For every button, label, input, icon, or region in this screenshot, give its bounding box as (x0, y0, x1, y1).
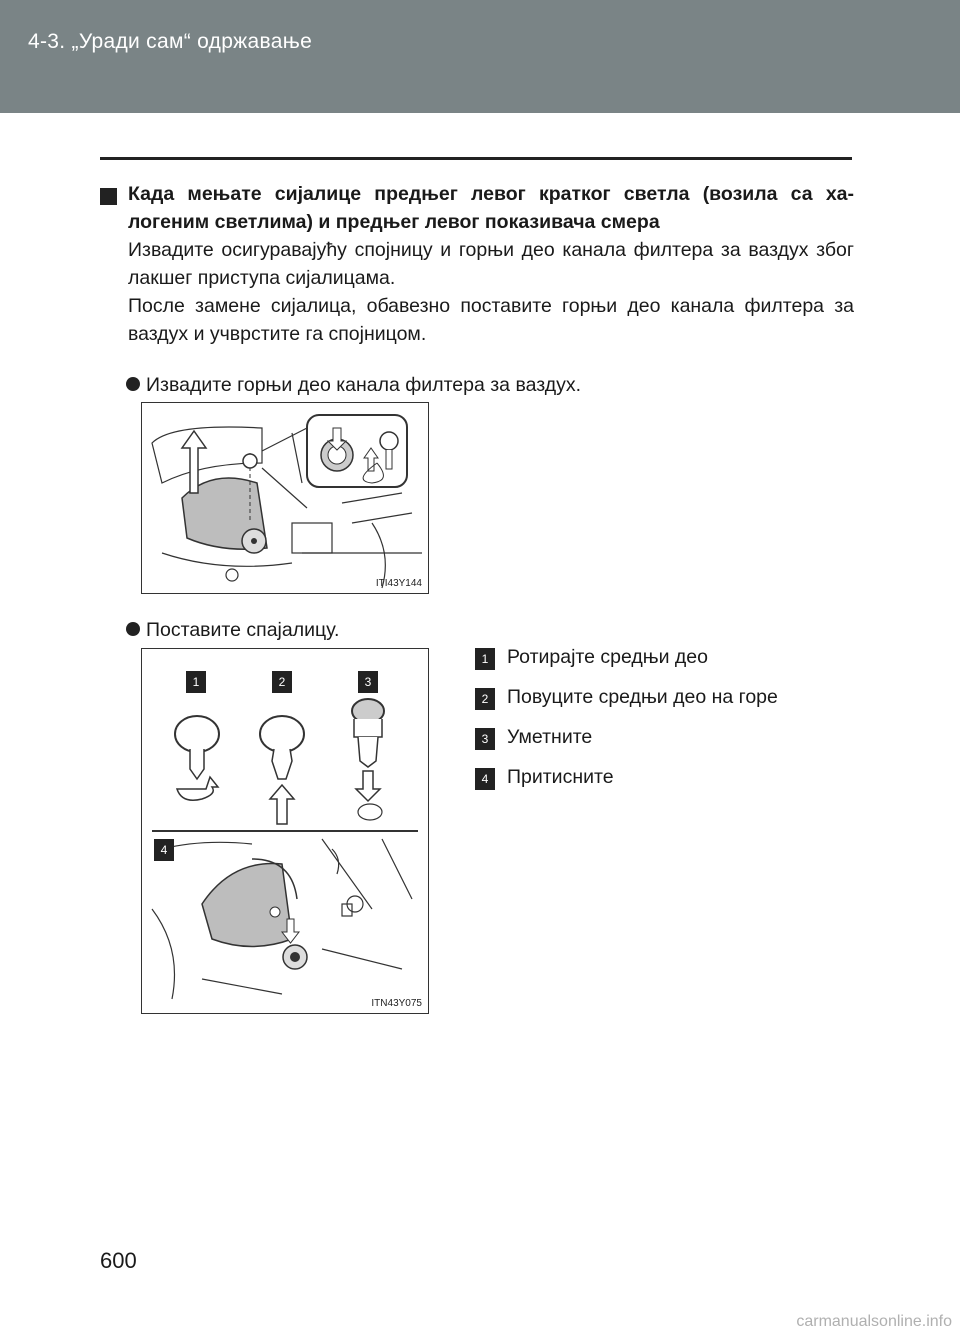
legend-number: 2 (475, 688, 495, 710)
figure-label-2: 2 (272, 671, 292, 693)
chapter-title: 4-3. „Уради сам“ одржавање (28, 30, 313, 53)
section-title: Када мењате сијалице предњег левог кратког светла (возила са ха-логеним светлима) и предњег левог показивача смера (128, 183, 854, 233)
figure-install-clip (141, 648, 429, 1014)
step-bullet-2 (126, 617, 339, 643)
clip-install-illustration (142, 649, 428, 1013)
step-bullet-1 (126, 372, 581, 398)
legend-text: Повуците средњи део на горе (507, 686, 778, 708)
legend-number: 3 (475, 728, 495, 750)
watermark: carmanualsonline.info (796, 1313, 952, 1330)
legend-number: 4 (475, 768, 495, 790)
figure-remove-duct (141, 402, 429, 594)
figure-label-3: 3 (358, 671, 378, 693)
step-2-text: Поставите спајалицу. (146, 619, 340, 641)
page-number: 600 (100, 1248, 137, 1273)
bullet-dot-icon (126, 377, 140, 391)
figure-code-2: ITN43Y075 (371, 998, 422, 1009)
section-square-marker (100, 188, 117, 205)
step-1-text: Извадите горњи део канала филтера за ваздух. (146, 374, 582, 396)
bullet-dot-icon (126, 622, 140, 636)
instruction-paragraph-1: Извадите осигуравајућу спојницу и горњи део канала филтера за ваздух због лакшег приступа сијалицама. (128, 239, 854, 289)
page-header (0, 0, 960, 113)
figure-label-4: 4 (154, 839, 174, 861)
legend-number: 1 (475, 648, 495, 670)
section-divider (100, 157, 852, 160)
duct-removal-illustration (142, 403, 428, 593)
figure-code-1: ITI43Y144 (375, 578, 422, 589)
figure-label-1: 1 (186, 671, 206, 693)
legend-text: Притисните (507, 766, 614, 788)
legend-text: Уметните (507, 726, 593, 748)
instruction-paragraph-2: После замене сијалица, обавезно поставите горњи део канала филтера за ваздух и учврстите га спојницом. (128, 295, 854, 345)
legend-text: Ротирајте средњи део (507, 646, 708, 668)
